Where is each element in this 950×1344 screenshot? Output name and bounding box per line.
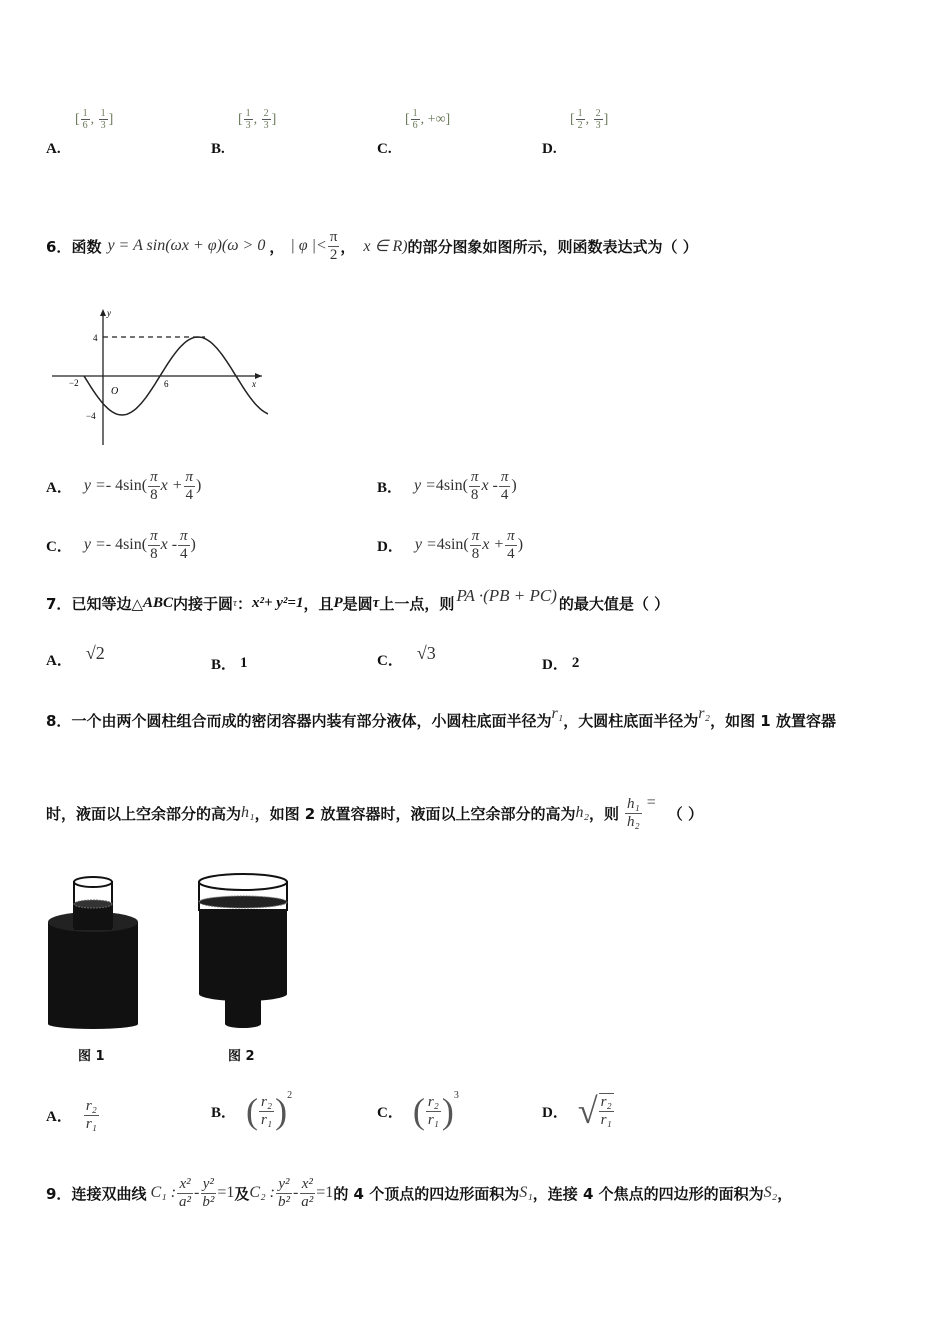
q9-stem: 9． 连接双曲线 C₁ : $\frac{\text{x²}}{\text{a²}}$ - $\frac{\text{y²}}{\text{b²}}$ =1 及 C₂ : $\frac{\text{y²}}{\text{b²}}$ - $\frac{\text{x²}}{\text{a²}}$ =1 的 4 个顶点的四边形面积为 S₁ ，连接 4 个焦点的四边形的面积为 S₂ ，: [46, 1175, 793, 1210]
q6-option-a: A． y = - 4sin( $\frac{\pi}{8}$ x + $\frac{\pi}{4}$ ): [46, 468, 202, 503]
q6-pi-over-2: $\frac{\pi}{2}$: [329, 228, 338, 263]
q6-option-c: C． y = - 4sin( $\frac{\pi}{8}$ x - $\frac{\pi}{4}$ ): [46, 527, 196, 562]
q6-condition-2: x ∈ R): [363, 238, 408, 255]
q8-option-a: A． $\frac{\text{r₂}}{\text{r₁}}$: [46, 1097, 97, 1132]
q6-stem: 6． 函数 y = A sin(ωx + φ)(ω > 0 ， | φ |< $\frac{\pi}{2}$ ， x ∈ R) 的部分图象如图所示，则函数表达式为（ ）: [46, 228, 698, 263]
origin-label: O: [111, 386, 119, 397]
q8-option-b: B． ( $\frac{\text{r₂}}{\text{r₁}}$ ) $^2$: [211, 1089, 293, 1131]
q8-option-c: C． ( $\frac{\text{r₂}}{\text{r₁}}$ ) $^3$: [377, 1089, 459, 1131]
q6-option-d: D． y = 4sin( $\frac{\pi}{8}$ x + $\frac{\pi}{4}$ ): [377, 527, 524, 562]
q5-option-d-interval: [ $\frac{1}{2}$ , $\frac{2}{3}$ ]: [570, 108, 609, 132]
q5-option-a-interval: [ $\frac{1}{6}$ , $\frac{1}{3}$ ]: [75, 108, 114, 132]
q7-option-d: D． 2: [542, 654, 580, 673]
q6-option-b: B． y = 4sin( $\frac{\pi}{8}$ x - $\frac{\pi}{4}$ ): [377, 468, 517, 503]
q7-option-b: B． 1: [211, 654, 248, 673]
tick-neg4: −4: [86, 411, 96, 421]
q6-stem-pre: 函数: [71, 237, 102, 256]
q8-figure-2: [194, 872, 294, 1032]
tick-neg2: −2: [69, 378, 79, 388]
q8-line1: 8． 一个由两个圆柱组合而成的密闭容器内装有部分液体，小圆柱底面半径为 r₁ ，大圆柱底面半径为 r₂ ，如图 1 放置容器: [46, 705, 836, 730]
q5-option-b-interval: [ $\frac{1}{3}$ , $\frac{2}{3}$ ]: [238, 108, 277, 132]
tick-4: 4: [93, 333, 98, 343]
q5-option-d-label: D.: [542, 141, 557, 157]
q7-vector-expr: PA ·(PB + PC): [456, 586, 557, 605]
q7-option-c: C． √3: [377, 642, 436, 669]
q8-figure-1: [44, 872, 144, 1032]
q5-option-b-label: B.: [211, 141, 225, 157]
q6-sine-graph: [48, 305, 268, 451]
y-axis-label: y: [107, 308, 111, 318]
x-axis-label: x: [252, 379, 256, 389]
tick-6: 6: [164, 379, 169, 389]
q8-figure-2-caption: 图 2: [228, 1049, 255, 1064]
q8-figure-1-caption: 图 1: [78, 1049, 105, 1064]
q5-option-c-interval: [ $\frac{1}{6}$ , +∞]: [405, 108, 451, 132]
q6-number: 6．: [46, 237, 72, 256]
q6-stem-post: 的部分图象如图所示，则函数表达式为（ ）: [407, 237, 698, 256]
q7-option-a: A． √2: [46, 642, 105, 669]
q6-condition: | φ |<: [290, 237, 327, 254]
q5-option-a-label: A.: [46, 141, 61, 157]
q8-line2: 时，液面以上空余部分的高为 h₁ ，如图 2 放置容器时，液面以上空余部分的高为 h₂ ，则 $\frac{\text{h₁}}{\text{h₂}}$ = （ ）: [46, 794, 704, 830]
q8-option-d: D． √ $\frac{\text{r₂}}{\text{r₁}}$: [542, 1091, 612, 1131]
q7-stem: 7． 已知等边△ ABC 内接于圆 τ ： x²+ y²=1 ，且 P 是圆 τ 上一点，则 PA ·(PB + PC) 的最大值是（ ）: [46, 586, 670, 613]
q5-option-c-label: C.: [377, 141, 392, 157]
q6-formula: y = A sin(ωx + φ)(ω > 0: [107, 237, 266, 254]
